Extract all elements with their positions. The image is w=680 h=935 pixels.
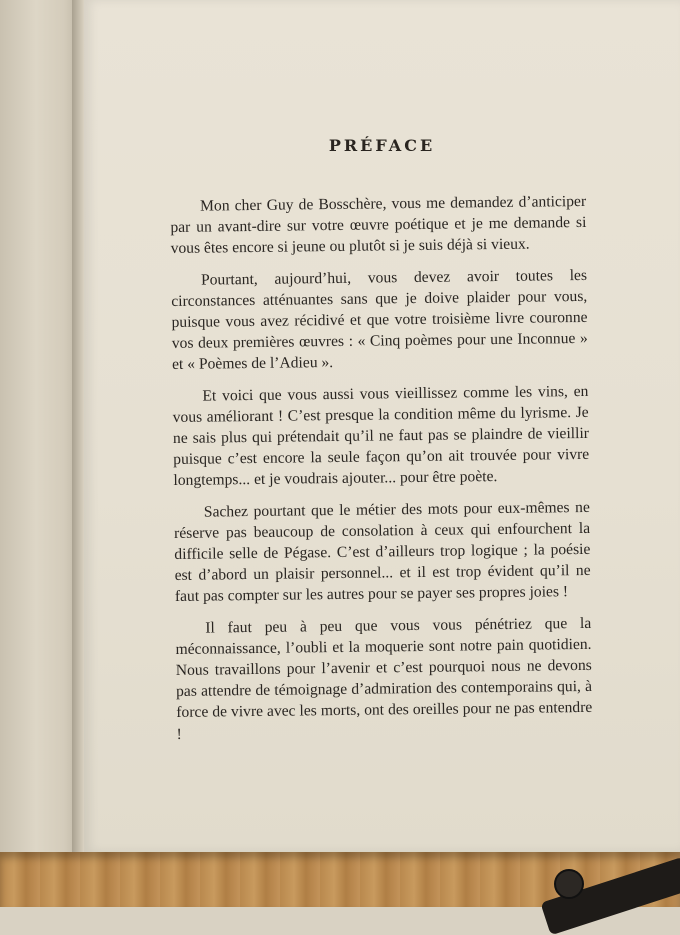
- page-title: PRÉFACE: [328, 136, 436, 155]
- paragraph-2: Pourtant, aujourd’hui, vous devez avoir toutes les circonstances atténuantes sans que je doive plaider pour vous, puisque vous avez récidivé et que votre troisième livre couronne vos deux premières œuvres : « Cinq poèmes pour une Inconnue » et « Poèmes de l’Adieu ».: [171, 266, 588, 374]
- left-page: [0, 0, 80, 860]
- preface-text: [170, 191, 593, 755]
- paragraph-4: Sachez pourtant que le métier des mots pour eux-mêmes ne réserve pas beaucoup de consolation à ceux qui enfourchent la difficile selle de Pégase. C’est d’ailleurs trop logique ; la poésie est d’abord un plaisir personnel... et il est trop évident qu’il ne faut pas compter sur les autres pour se payer ses propres joies !: [174, 498, 591, 606]
- paragraph-1: Mon cher Guy de Bosschère, vous me demandez d’anticiper par un avant-dire sur votre œuvre poétique et je me demande si vous êtes encore si jeune ou plutôt si je suis déjà si vieux.: [170, 192, 587, 258]
- wooden-table: [0, 852, 680, 907]
- paragraph-5: Il faut peu à peu que vous vous pénétriez que la méconnaissance, l’oubli et la moquerie sont notre pain quotidien. Nous travaillons pour l’avenir et c’est pourquoi nous ne devons pas attendre de témoignage d’admiration des contemporains qui, à force de vivre avec les morts, ont des oreilles pour ne pas entendre !: [175, 614, 593, 743]
- clip-ring: [554, 869, 584, 899]
- paragraph-3: Et voici que vous aussi vous vieillissez comme les vins, en vous améliorant ! C’est presque la condition même du lyrisme. Je ne sais plus qui prétendait qu’il ne faut pas se plaindre de vieillir puisque c’est encore la seule façon qu’on ait trouvée pour vivre longtemps... et je voudrais ajouter... pour être poète.: [172, 382, 590, 490]
